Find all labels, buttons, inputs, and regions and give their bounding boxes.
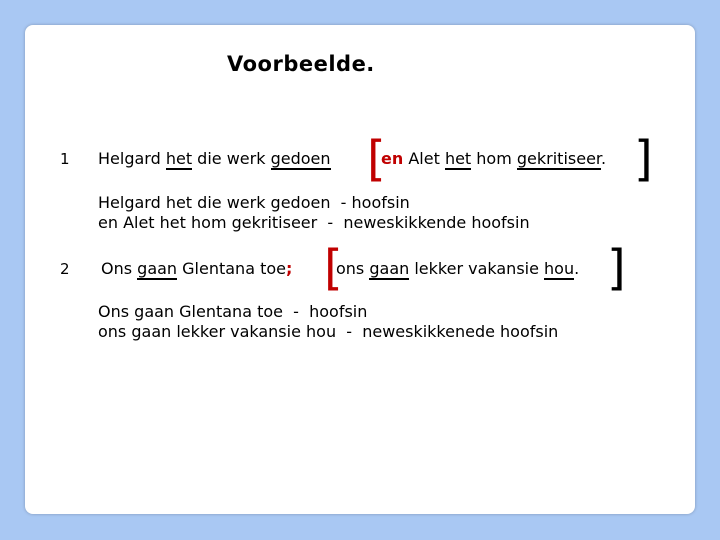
example-1-analysis-line-2: en Alet het hom gekritiseer - neweskikkende hoofsin [98,213,530,232]
slide-title: Voorbeelde. [227,52,375,76]
underlined-het: het [165,149,193,168]
underlined-gaan-2: gaan [369,259,410,278]
underlined-het-2: het [444,149,472,168]
example-1-number: 1 [60,150,70,168]
semicolon: ; [286,259,293,278]
underlined-gaan: gaan [137,259,178,278]
example-1-analysis-line-1: Helgard het die werk gedoen - hoofsin [98,193,410,212]
example-2-analysis-line-2: ons gaan lekker vakansie hou - neweskikkenede hoofsin [98,322,559,341]
example-2-number: 2 [60,260,70,278]
example-2-analysis-line-1: Ons gaan Glentana toe - hoofsin [98,302,368,321]
example-1-coordinate-clause: en Alet het hom gekritiseer. [381,149,607,168]
example-2-coordinate-clause: ons gaan lekker vakansie hou. [336,259,580,278]
open-bracket: [ [367,131,386,187]
underlined-gedoen: gedoen [270,149,331,168]
close-bracket-2: ] [607,240,626,296]
underlined-hou: hou [544,259,575,278]
open-bracket-2: [ [324,240,343,296]
example-1-main-clause: Helgard het die werk gedoen [98,149,331,168]
example-2-main-clause: Ons gaan Glentana toe; [101,259,293,278]
close-bracket: ] [634,131,653,187]
conjunction-en: en [381,149,404,168]
underlined-gekritiseer: gekritiseer [516,149,602,168]
